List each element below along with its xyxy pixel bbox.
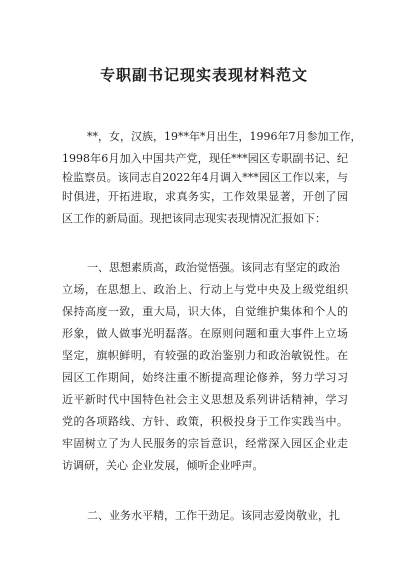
document-title: 专职副书记现实表现材料范文 — [99, 66, 308, 84]
paragraph-1-line-5: 区工作的新局面。现把该同志现实表现情况汇报如下： — [62, 212, 326, 225]
paragraph-2-line-6: 园区工作期间，始终注重不断提高理论修养，努力学习习 — [62, 371, 348, 384]
paragraph-2-line-9: 牢固树立了为人民服务的宗旨意识，经常深入园区企业走 — [62, 437, 348, 450]
paragraph-1-line-2: 1998年6月加入中国共产党，现任***园区专职副书记、纪 — [62, 152, 348, 165]
paragraph-2-line-10: 访调研，关心 企业发展，倾听企业呼声。 — [62, 459, 264, 472]
paragraph-2-line-2: 立场，在思想上、政治上、行动上与党中央及上级党组织 — [62, 283, 348, 296]
paragraph-1-line-3: 检监察员。该同志自2022年4月调入***园区工作以来，与 — [62, 171, 348, 184]
paragraph-1-line-1: **，女，汉族，19**年*月出生，1996年7月参加工作， — [87, 130, 362, 143]
paragraph-3-line-1: 二、业务水平精，工作干劲足。该同志爱岗敬业，扎 — [87, 509, 340, 522]
paragraph-2-line-1: 一、思想素质高，政治觉悟强。该同志有坚定的政治 — [87, 261, 340, 274]
paragraph-2-line-3: 保持高度一致，重大局，识大体，自觉维护集体和个人的 — [62, 305, 348, 318]
paragraph-2-line-5: 坚定，旗帜鲜明，有较强的政治鉴别力和政治敏锐性。在 — [62, 349, 348, 362]
paragraph-2-line-8: 党的各项路线、方针、政策，积极投身于工作实践当中。 — [62, 415, 348, 428]
paragraph-2-line-4: 形象，做人做事光明磊落。在原则问题和重大事件上立场 — [62, 327, 348, 340]
paragraph-2-line-7: 近平新时代中国特色社会主义思想及系列讲话精神，学习 — [62, 393, 348, 406]
paragraph-1-line-4: 时俱进，开拓进取，求真务实，工作效果显著，开创了园 — [62, 190, 348, 203]
